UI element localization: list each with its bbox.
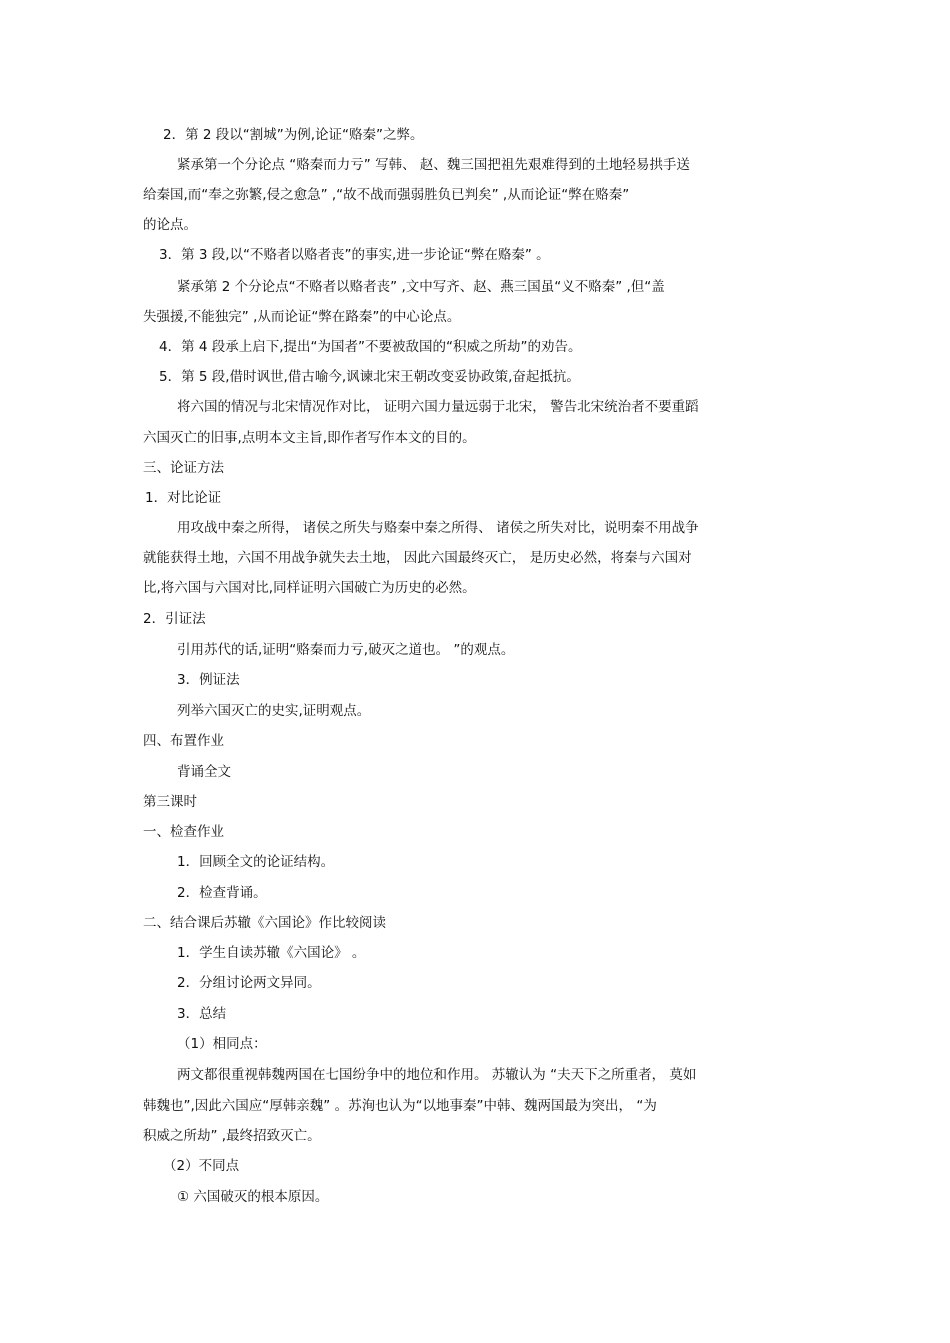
text-line: 韩魏也”,因此六国应“厚韩亲魏” 。苏洵也认为“以地事秦”中韩、魏两国最为突出， “为 <box>143 1098 657 1114</box>
list-item: 1．学生自读苏辙《六国论》 。 <box>177 945 366 961</box>
text-line: 用攻战中秦之所得， 诸侯之所失与赂秦中秦之所得、 诸侯之所失对比，说明秦不用战争 <box>177 520 699 536</box>
text-line: 4．第 4 段承上启下,提出“为国者”不要被敌国的“积威之所劫”的劝告。 <box>159 339 582 355</box>
text-line: 就能获得土地，六国不用战争就失去土地， 因此六国最终灭亡， 是历史必然，将秦与六国对 <box>143 550 692 566</box>
section-heading: 一、检查作业 <box>143 824 224 840</box>
list-item: 2．分组讨论两文异同。 <box>177 975 321 991</box>
text-line: 2．第 2 段以“割城”为例,论证“赂秦”之弊。 <box>163 127 424 143</box>
list-item: 1．回顾全文的论证结构。 <box>177 854 335 870</box>
text-line: 积威之所劫” ,最终招致灭亡。 <box>143 1128 321 1144</box>
text-line: 3．第 3 段,以“不赂者以赂者丧”的事实,进一步论证“弊在赂秦” 。 <box>159 247 550 263</box>
subheading: 1．对比论证 <box>145 490 222 506</box>
text-line: 的论点。 <box>143 217 197 233</box>
text-line: 紧承第 2 个分论点“不赂者以赂者丧” ,文中写齐、赵、燕三国虽“义不赂秦” ,但“盖 <box>177 279 665 295</box>
text-line: ① 六国破灭的根本原因。 <box>177 1189 329 1205</box>
section-heading: 第三课时 <box>143 794 197 810</box>
text-line: 将六国的情况与北宋情况作对比， 证明六国力量远弱于北宋， 警告北宋统治者不要重蹈 <box>177 399 699 415</box>
text-line: 背诵全文 <box>177 764 231 780</box>
section-heading: 二、结合课后苏辙《六国论》作比较阅读 <box>143 915 386 931</box>
text-line: 给秦国,而“奉之弥繁,侵之愈急” ,“故不战而强弱胜负已判矣” ,从而论证“弊在赂秦” <box>143 187 630 203</box>
section-heading: 三、论证方法 <box>143 460 224 476</box>
text-line: 六国灭亡的旧事,点明本文主旨,即作者写作本文的目的。 <box>143 430 476 446</box>
subheading: （2）不同点 <box>163 1158 240 1174</box>
list-item: 3．总结 <box>177 1006 227 1022</box>
text-line: 失强援,不能独完” ,从而论证“弊在路秦”的中心论点。 <box>143 309 461 325</box>
list-item: 2．检查背诵。 <box>177 885 267 901</box>
text-line: 5．第 5 段,借时讽世,借古喻今,讽谏北宋王朝改变妥协政策,奋起抵抗。 <box>159 369 580 385</box>
subheading: 2．引证法 <box>143 611 206 627</box>
text-line: 比,将六国与六国对比,同样证明六国破亡为历史的必然。 <box>143 580 476 596</box>
subheading: （1）相同点： <box>177 1036 267 1052</box>
text-line: 紧承第一个分论点 “赂秦而力亏” 写韩、 赵、魏三国把祖先艰难得到的土地轻易拱手送 <box>177 157 690 173</box>
section-heading: 四、布置作业 <box>143 733 224 749</box>
text-line: 两文都很重视韩魏两国在七国纷争中的地位和作用。 苏辙认为 “夫天下之所重者， 莫如 <box>177 1067 697 1083</box>
text-line: 列举六国灭亡的史实,证明观点。 <box>177 703 371 719</box>
subheading: 3．例证法 <box>177 672 240 688</box>
text-line: 引用苏代的话,证明“赂秦而力亏,破灭之道也。 ”的观点。 <box>177 642 515 658</box>
